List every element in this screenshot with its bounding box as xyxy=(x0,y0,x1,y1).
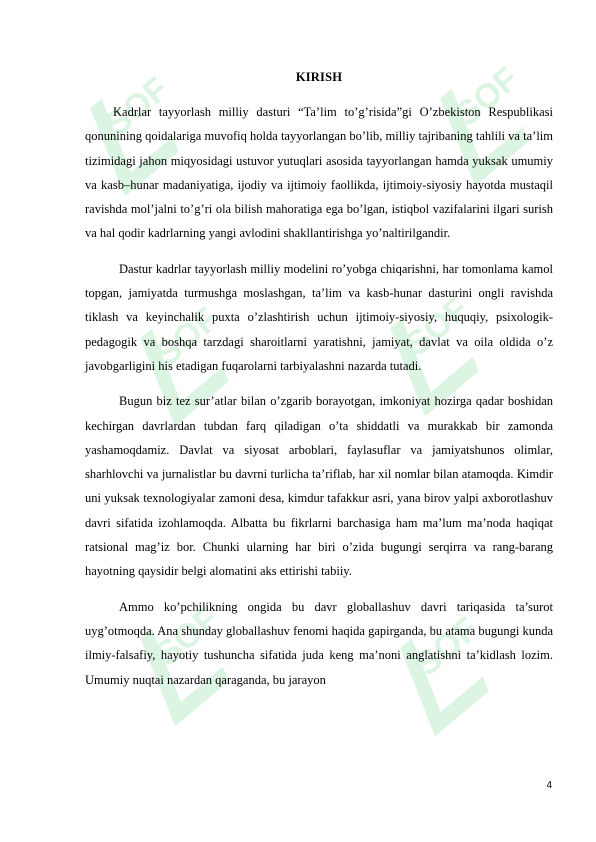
svg-text:SOFF: SOFF xyxy=(448,46,543,134)
paragraph: Kadrlar tayyorlash milliy dasturi “Ta’lim to’g’risida”gi O’zbekiston Respublikasi qonunining qoidalariga muvofiq holda tayyorlangan bo’lib, milliy tajribaning tahlili va ta’lim tizimidagi jahon miqyosidagi ustuvor yutuqlari asosida tayyorlangan hamda yuksak umumiy va kasb–hunar madaniyatiga, ijodiy va ijtimoiy faollikda, ijtimoiy-siyosiy hayotda mustaqil ravishda mol’jalni to’g’ri ola bilish mahoratiga ega bo’lgan, istiqbol vazifalarini ilgari surish va hal qodir kadrlarning yangi avlodini shakllantirishga yo’naltirilgandir. xyxy=(85,105,553,241)
document-body xyxy=(85,68,553,703)
svg-text:SOFF: SOFF xyxy=(148,286,243,374)
svg-text:SOFF: SOFF xyxy=(148,586,243,674)
paragraph: Ammo ko’pchilikning ongida bu davr globallashuv davri tariqasida ta’surot uyg’otmoqda. Ana shunday globallashuv fenomi haqida gapirganda, bu atama bugungi kunda ilmiy-falsafiy, hayotiy tushuncha sifatida juda keng ma’noni anglatishni ta’kidlash lozim. Umumiy nuqtai nazardan qaraganda, bu jarayon xyxy=(85,599,553,687)
paragraph: Dastur kadrlar tayyorlash milliy modelini ro’yobga chiqarishni, har tomonlama kamol topgan, jamiyatda turmushga moslashgan, ta’lim va kasb-hunar dasturini ongli ravishda tiklash va keyinchalik puxta o’zlashtirish uchun ijtimoiy-siyosiy, huquqiy, psixologik-pedagogik va boshqa tarzdagi sharoitlarni yaratishni, jamiyat, davlat va oila oldida o’z javobgarligini his etadigan fuqarolarni tarbiyalashni nazarda tutadi. xyxy=(85,261,553,373)
page-number: 4 xyxy=(546,780,552,791)
svg-text:SOFF: SOFF xyxy=(408,596,503,684)
svg-text:SOFF: SOFF xyxy=(398,276,493,364)
paragraph: Bugun biz tez sur’atlar bilan o’zgarib borayotgan, imkoniyat hozirga qadar boshidan kechirgan davrlardan tubdan farq qiladigan o’ta shiddatli va murakkab bir zamonda yashamoqdamiz. Davlat va siyosat arboblari, faylasuflar va jamiyatshunos olimlar, sharhlovchi va jurnalistlar bu davrni turlicha ta’riflab, har xil nomlar bilan atamoqda. Kimdir uni yuksak texnologiyalar zamoni desa, kimdur tafakkur asri, yana birov yalpi axborotlashuv davri sifatida izohlamoqda. Albatta bu fikrlarni barchasiga ham ma’lum ma’noda haqiqat ratsional mag’iz bor. Chunki ularning har biri o’zida bugungi serqirra va rang-barang hayotning qaysidir belgi alomatini aks ettirishi tabiiy. xyxy=(85,394,553,579)
svg-text:SOFF: SOFF xyxy=(98,56,193,144)
document-heading: KIRISH xyxy=(295,70,343,84)
